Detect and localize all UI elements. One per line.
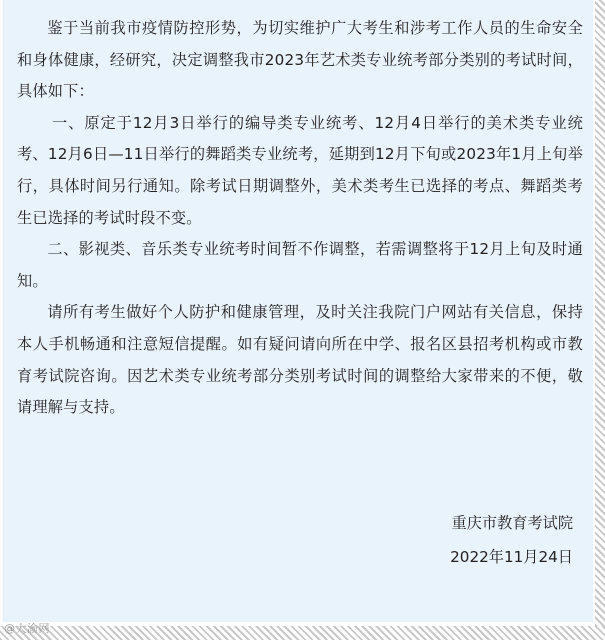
notice-paragraph-intro: 鉴于当前我市疫情防控形势，为切实维护广大考生和涉考工作人员的生命安全和身体健康，经研究，决定调整我市2023年艺术类专业统考部分类别的考试时间，具体如下： [17, 19, 583, 101]
watermark-logo: @大渝网 [4, 622, 50, 635]
decorative-stripe-bottom [0, 626, 605, 640]
notice-paragraph-item-2: 二、影视类、音乐类专业统考时间暂不作调整，若需调整将于12月上旬及时通知。 [17, 240, 583, 290]
signature-date: 2022年11月24日 [450, 548, 573, 566]
notice-body [17, 13, 583, 424]
decorative-stripe-right [595, 0, 605, 640]
notice-paragraph-item-1: 一、原定于12月3日举行的编导类专业统考、12月4日举行的美术类专业统考、12月6日—11日举行的舞蹈类专业统考，延期到12月下旬或2023年1月上旬举行，具体时间另行通知。除考试日期调整外，美术类考生已选择的考点、舞蹈类考生已选择的考试时段不变。 [17, 113, 583, 227]
notice-paragraph-closing: 请所有考生做好个人防护和健康管理，及时关注我院门户网站有关信息，保持本人手机畅通和注意短信提醒。如有疑问请向所在中学、报名区县招考机构或市教育考试院咨询。因艺术类专业统考部分类别考试时间的调整给大家带来的不便，敬请理解与支持。 [17, 303, 583, 417]
notice-content-box [3, 0, 593, 622]
signature-organization: 重庆市教育考试院 [451, 514, 573, 532]
